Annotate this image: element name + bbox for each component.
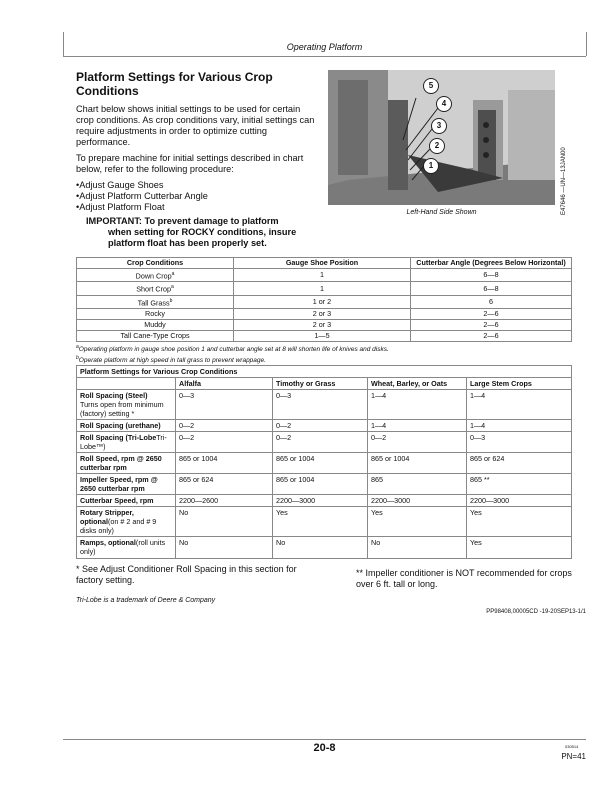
table-cell: Muddy bbox=[77, 320, 234, 331]
column-header: Gauge Shoe Position bbox=[234, 258, 411, 269]
table-cell: 0—2 bbox=[273, 420, 368, 432]
table-cell: 865 or 624 bbox=[176, 474, 273, 495]
footnote-a: $^a$Operating platform in gauge shoe position 1 and cutterbar angle set at 8 will shorten life of knives and disks. bbox=[76, 344, 389, 354]
row-header: Roll Spacing (Steel) Turns open from minimum (factory) setting * bbox=[77, 390, 176, 420]
table-row bbox=[77, 507, 572, 537]
important-line-2: when setting for ROCKY conditions, insure bbox=[108, 227, 297, 237]
procedure-item: • Adjust Platform Float bbox=[76, 202, 316, 213]
crop-conditions-table bbox=[76, 257, 572, 342]
table-cell: 1 bbox=[234, 269, 411, 282]
row-header: Cutterbar Speed, rpm bbox=[77, 495, 176, 507]
table-cell: Rocky bbox=[77, 309, 234, 320]
table-cell: 1—4 bbox=[467, 390, 572, 420]
figure-caption: Left-Hand Side Shown bbox=[406, 209, 477, 216]
table-cell: 0—2 bbox=[368, 432, 467, 453]
section-title: Platform Settings for Various Crop Conditions bbox=[76, 70, 273, 98]
table-row bbox=[77, 474, 572, 495]
table-footnotes bbox=[76, 343, 572, 365]
table-cell: 2200—2600 bbox=[176, 495, 273, 507]
column-header: Large Stem Crops bbox=[467, 378, 572, 390]
table-cell: 0—3 bbox=[176, 390, 273, 420]
table-cell: No bbox=[368, 537, 467, 559]
table-row bbox=[77, 432, 572, 453]
document-code: PP98408,00005CD -19-20SEP13-1/1 bbox=[486, 609, 586, 615]
important-note bbox=[86, 216, 326, 249]
trademark-notice: Tri-Lobe is a trademark of Deere & Company bbox=[76, 597, 216, 604]
table-cell: 0—3 bbox=[273, 390, 368, 420]
table-cell: 1—5 bbox=[234, 331, 411, 342]
column-header: Timothy or Grass bbox=[273, 378, 368, 390]
footer-date-code: 030514 bbox=[565, 744, 579, 749]
table-cell: 1—4 bbox=[368, 420, 467, 432]
callout-4: 4 bbox=[436, 96, 452, 112]
table-cell: 2200—3000 bbox=[467, 495, 572, 507]
important-line-1: IMPORTANT: To prevent damage to platform bbox=[86, 216, 279, 226]
footer-rule bbox=[63, 739, 586, 740]
table-cell: 2200—3000 bbox=[368, 495, 467, 507]
roll-spacing-note: * See Adjust Conditioner Roll Spacing in this section for factory setting. bbox=[76, 564, 297, 585]
table-row bbox=[77, 269, 572, 282]
row-header: Roll Spacing (urethane) bbox=[77, 420, 176, 432]
table-cell: 865 or 1004 bbox=[368, 453, 467, 474]
page-number: 20-8 bbox=[313, 742, 336, 754]
table-row bbox=[77, 390, 572, 420]
table-cell: 1 or 2 bbox=[234, 295, 411, 308]
row-header: Rotary Stripper, optional(on # 2 and # 9 disks only) bbox=[77, 507, 176, 537]
table-cell: 6—8 bbox=[411, 282, 572, 295]
table-cell: Yes bbox=[273, 507, 368, 537]
table-cell: 2200—3000 bbox=[273, 495, 368, 507]
table-row bbox=[77, 295, 572, 308]
table-title-row bbox=[77, 366, 572, 378]
platform-settings-table bbox=[76, 365, 572, 559]
table-row bbox=[77, 420, 572, 432]
table-cell: Down Crop$^a$ bbox=[77, 269, 234, 282]
table-cell: 865 or 624 bbox=[467, 453, 572, 474]
platform-illustration bbox=[328, 70, 555, 205]
row-header: Ramps, optional(roll units only) bbox=[77, 537, 176, 559]
table-cell: No bbox=[176, 537, 273, 559]
table-cell: 6—8 bbox=[411, 269, 572, 282]
table-header-row bbox=[77, 378, 572, 390]
table-cell: 865 or 1004 bbox=[273, 453, 368, 474]
table-cell: 2 or 3 bbox=[234, 320, 411, 331]
row-header: Roll Spacing (Tri-LobeTri-Lobe™) bbox=[77, 432, 176, 453]
table-cell: 0—2 bbox=[176, 420, 273, 432]
table-cell: Yes bbox=[467, 507, 572, 537]
procedure-list bbox=[76, 180, 316, 213]
row-header: Impeller Speed, rpm @ 2650 cutterbar rpm bbox=[77, 474, 176, 495]
column-header: Cutterbar Angle (Degrees Below Horizontal) bbox=[411, 258, 572, 269]
table-header-row bbox=[77, 258, 572, 269]
impeller-note: ** Impeller conditioner is NOT recommended for crops over 6 ft. tall or long. bbox=[356, 568, 572, 589]
column-header: Alfalfa bbox=[176, 378, 273, 390]
callout-1: 1 bbox=[423, 158, 439, 174]
table-cell: No bbox=[176, 507, 273, 537]
table-cell: 6 bbox=[411, 295, 572, 308]
footnote-b: $^b$Operate platform at high speed in tall grass to prevent wrappage. bbox=[76, 355, 266, 365]
table-cell: 865 bbox=[368, 474, 467, 495]
prepare-paragraph: To prepare machine for initial settings described in chart below, refer to the following procedure: bbox=[76, 153, 304, 174]
table-row bbox=[77, 320, 572, 331]
table-cell: 865 or 1004 bbox=[273, 474, 368, 495]
table-cell: 0—2 bbox=[176, 432, 273, 453]
table-cell: 865 ** bbox=[467, 474, 572, 495]
table-cell: 0—2 bbox=[273, 432, 368, 453]
table-cell: 1—4 bbox=[467, 420, 572, 432]
callout-3: 3 bbox=[431, 118, 447, 134]
table-cell: Yes bbox=[467, 537, 572, 559]
table-cell: 2—6 bbox=[411, 320, 572, 331]
table-cell: 2—6 bbox=[411, 331, 572, 342]
header-rule bbox=[63, 56, 586, 57]
table-cell: Tall Grass$^b$ bbox=[77, 295, 234, 308]
table-row bbox=[77, 453, 572, 474]
column-header: Crop Conditions bbox=[77, 258, 234, 269]
procedure-item: • Adjust Platform Cutterbar Angle bbox=[76, 191, 316, 202]
table-cell: 2 or 3 bbox=[234, 309, 411, 320]
table-cell: Yes bbox=[368, 507, 467, 537]
row-header: Roll Speed, rpm @ 2650 cutterbar rpm bbox=[77, 453, 176, 474]
pn-label: PN=41 bbox=[561, 752, 586, 761]
table-row bbox=[77, 495, 572, 507]
table-cell: 1—4 bbox=[368, 390, 467, 420]
callout-2: 2 bbox=[429, 138, 445, 154]
header-rule-right bbox=[586, 32, 587, 56]
platform-photo bbox=[328, 70, 555, 205]
table-row bbox=[77, 282, 572, 295]
intro-paragraph: Chart below shows initial settings to be used for certain crop conditions. As crop conditions vary, initial settings can require adjustments in order to optimize cutting performance. bbox=[76, 104, 315, 147]
table-cell: No bbox=[273, 537, 368, 559]
procedure-item: • Adjust Gauge Shoes bbox=[76, 180, 316, 191]
table-row bbox=[77, 309, 572, 320]
table-cell: 1 bbox=[234, 282, 411, 295]
corner-cell bbox=[77, 378, 176, 390]
important-line-3: platform float has been properly set. bbox=[108, 238, 267, 248]
table-row bbox=[77, 537, 572, 559]
table-cell: 0—3 bbox=[467, 432, 572, 453]
table-row bbox=[77, 331, 572, 342]
table-cell: Short Crop$^a$ bbox=[77, 282, 234, 295]
running-title: Operating Platform bbox=[286, 42, 363, 52]
figure-code: E47646 —UN—13JAN00 bbox=[561, 147, 567, 215]
table-title: Platform Settings for Various Crop Conditions bbox=[77, 366, 572, 378]
table-cell: 2—6 bbox=[411, 309, 572, 320]
table-cell: 865 or 1004 bbox=[176, 453, 273, 474]
callout-5: 5 bbox=[423, 78, 439, 94]
column-header: Wheat, Barley, or Oats bbox=[368, 378, 467, 390]
table-cell: Tall Cane-Type Crops bbox=[77, 331, 234, 342]
